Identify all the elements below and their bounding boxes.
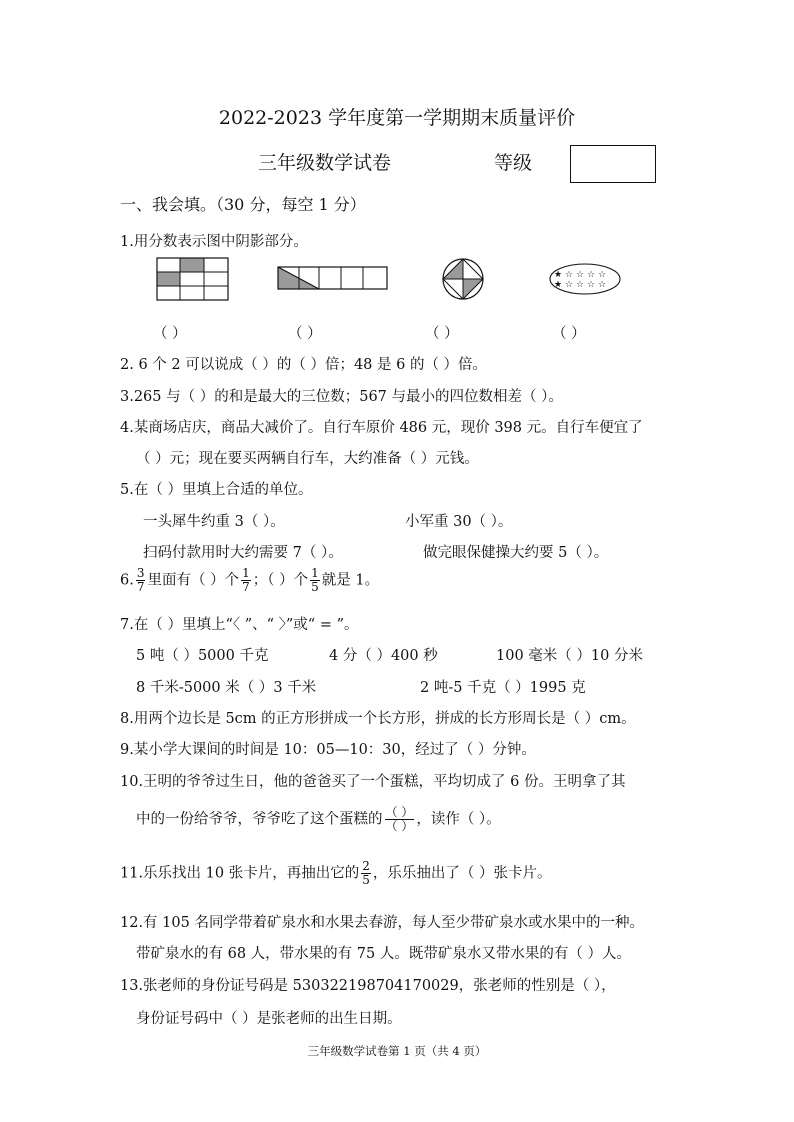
star-outline: ☆ bbox=[576, 280, 585, 290]
grid-shaded-cell bbox=[157, 272, 180, 286]
figure-circle bbox=[440, 256, 486, 302]
q1-blank-4[interactable]: （ ） bbox=[552, 326, 586, 342]
q10-line1: 10.王明的爷爷过生日，他的爸爸买了一个蛋糕，平均切成了 6 份。王明拿了其 bbox=[120, 774, 626, 790]
star-outline: ☆ bbox=[598, 270, 607, 280]
q7-line1: 7.在（ ）里填上“〈 ”、“ 〉”或“ = ”。 bbox=[120, 617, 359, 633]
figure-stars bbox=[548, 262, 622, 296]
page-footer: 三年级数学试卷第 1 页（共 4 页） bbox=[307, 1044, 487, 1058]
fraction-2-5: $\frac{2}{5}$ bbox=[362, 859, 370, 887]
fraction-1-5: $\frac{1}{5}$ bbox=[311, 566, 319, 594]
star-outline: ☆ bbox=[587, 280, 596, 290]
star-outline: ☆ bbox=[565, 280, 574, 290]
q3-text: 3.265 与（ ）的和是最大的三位数；567 与最小的四位数相差（ ）。 bbox=[120, 389, 563, 405]
q12-line2: 带矿泉水的有 68 人，带水果的有 75 人。既带矿泉水又带水果的有（ ）人。 bbox=[136, 946, 631, 962]
q5-item-rhino: 一头犀牛约重 3（ ）。 bbox=[143, 514, 285, 530]
q2-text: 2. 6 个 2 可以说成（ ）的（ ）倍；48 是 6 的（ ）倍。 bbox=[120, 357, 488, 373]
q4-line1: 4.某商场店庆，商品大减价了。自行车原价 486 元，现价 398 元。自行车便宜了 bbox=[120, 420, 643, 436]
star-outline: ☆ bbox=[576, 270, 585, 280]
figure-grid bbox=[156, 257, 230, 301]
exam-title: 2022-2023 学年度第一学期期末质量评价 bbox=[218, 107, 576, 129]
q7-item-b: 4 分（ ）400 秒 bbox=[329, 648, 438, 664]
q9-text: 9.某小学大课间的时间是 10：05—10：30，经过了（ ）分钟。 bbox=[120, 742, 536, 758]
q8-text: 8.用两个边长是 5cm 的正方形拼成一个长方形，拼成的长方形周长是（ ）cm。 bbox=[120, 711, 636, 727]
q1-blank-1[interactable]: （ ） bbox=[153, 326, 187, 342]
fraction-1-7: $\frac{1}{7}$ bbox=[242, 566, 250, 594]
q7-item-c: 100 毫米（ ）10 分米 bbox=[496, 648, 643, 664]
q12-line1: 12.有 105 名同学带着矿泉水和水果去春游，每人至少带矿泉水或水果中的一种。 bbox=[120, 915, 644, 931]
star-shaded: ★ bbox=[554, 270, 563, 280]
q1-blank-2[interactable]: （ ） bbox=[288, 326, 322, 342]
exam-subtitle: 三年级数学试卷 bbox=[258, 152, 392, 174]
star-shaded: ★ bbox=[554, 280, 563, 290]
q4-line2: （ ）元；现在要买两辆自行车，大约准备（ ）元钱。 bbox=[136, 451, 479, 467]
q10-line2: 中的一份给爷爷，爷爷吃了这个蛋糕的 $\frac{( )}{( )}$ ，读作（ ）。 bbox=[136, 805, 501, 833]
grid-shaded-cell bbox=[180, 258, 204, 272]
star-outline: ☆ bbox=[598, 280, 607, 290]
figure-strip bbox=[277, 266, 389, 290]
q5-item-xiaojun: 小军重 30（ ）。 bbox=[405, 514, 513, 530]
q13-line2: 身份证号码中（ ）是张老师的出生日期。 bbox=[136, 1011, 402, 1027]
q1-text: 1.用分数表示图中阴影部分。 bbox=[120, 234, 308, 250]
q1-blank-3[interactable]: （ ） bbox=[425, 326, 459, 342]
q6-line: 6. $\frac{3}{7}$ 里面有（ ）个 $\frac{1}{7}$ ；（ ）个 $\frac{1}{5}$ 就是 1。 bbox=[120, 566, 380, 594]
star-outline: ☆ bbox=[587, 270, 596, 280]
q5-line1: 5.在（ ）里填上合适的单位。 bbox=[120, 482, 313, 498]
q5-item-eye-exercise: 做完眼保健操大约要 5（ ）。 bbox=[423, 545, 609, 561]
section-heading: 一、我会填。（30 分，每空 1 分） bbox=[120, 195, 366, 214]
q7-item-a: 5 吨（ ）5000 千克 bbox=[136, 648, 269, 664]
grade-box[interactable] bbox=[570, 145, 656, 183]
q13-line1: 13.张老师的身份证号码是 530322198704170029，张老师的性别是（ ）， bbox=[120, 978, 616, 994]
q11-line: 11.乐乐找出 10 张卡片，再抽出它的 $\frac{2}{5}$ ，乐乐抽出了（ ）张卡片。 bbox=[120, 859, 552, 887]
fraction-3-7: $\frac{3}{7}$ bbox=[136, 566, 145, 594]
grade-label: 等级 bbox=[494, 152, 533, 174]
q7-item-d: 8 千米-5000 米（ ）3 千米 bbox=[136, 680, 317, 696]
q7-item-e: 2 吨-5 千克（ ）1995 克 bbox=[420, 680, 586, 696]
q5-item-scan-pay: 扫码付款用时大约需要 7（ ）。 bbox=[143, 545, 343, 561]
star-outline: ☆ bbox=[565, 270, 574, 280]
q10-fraction-blank[interactable]: $\frac{( )}{( )}$ bbox=[385, 805, 414, 833]
